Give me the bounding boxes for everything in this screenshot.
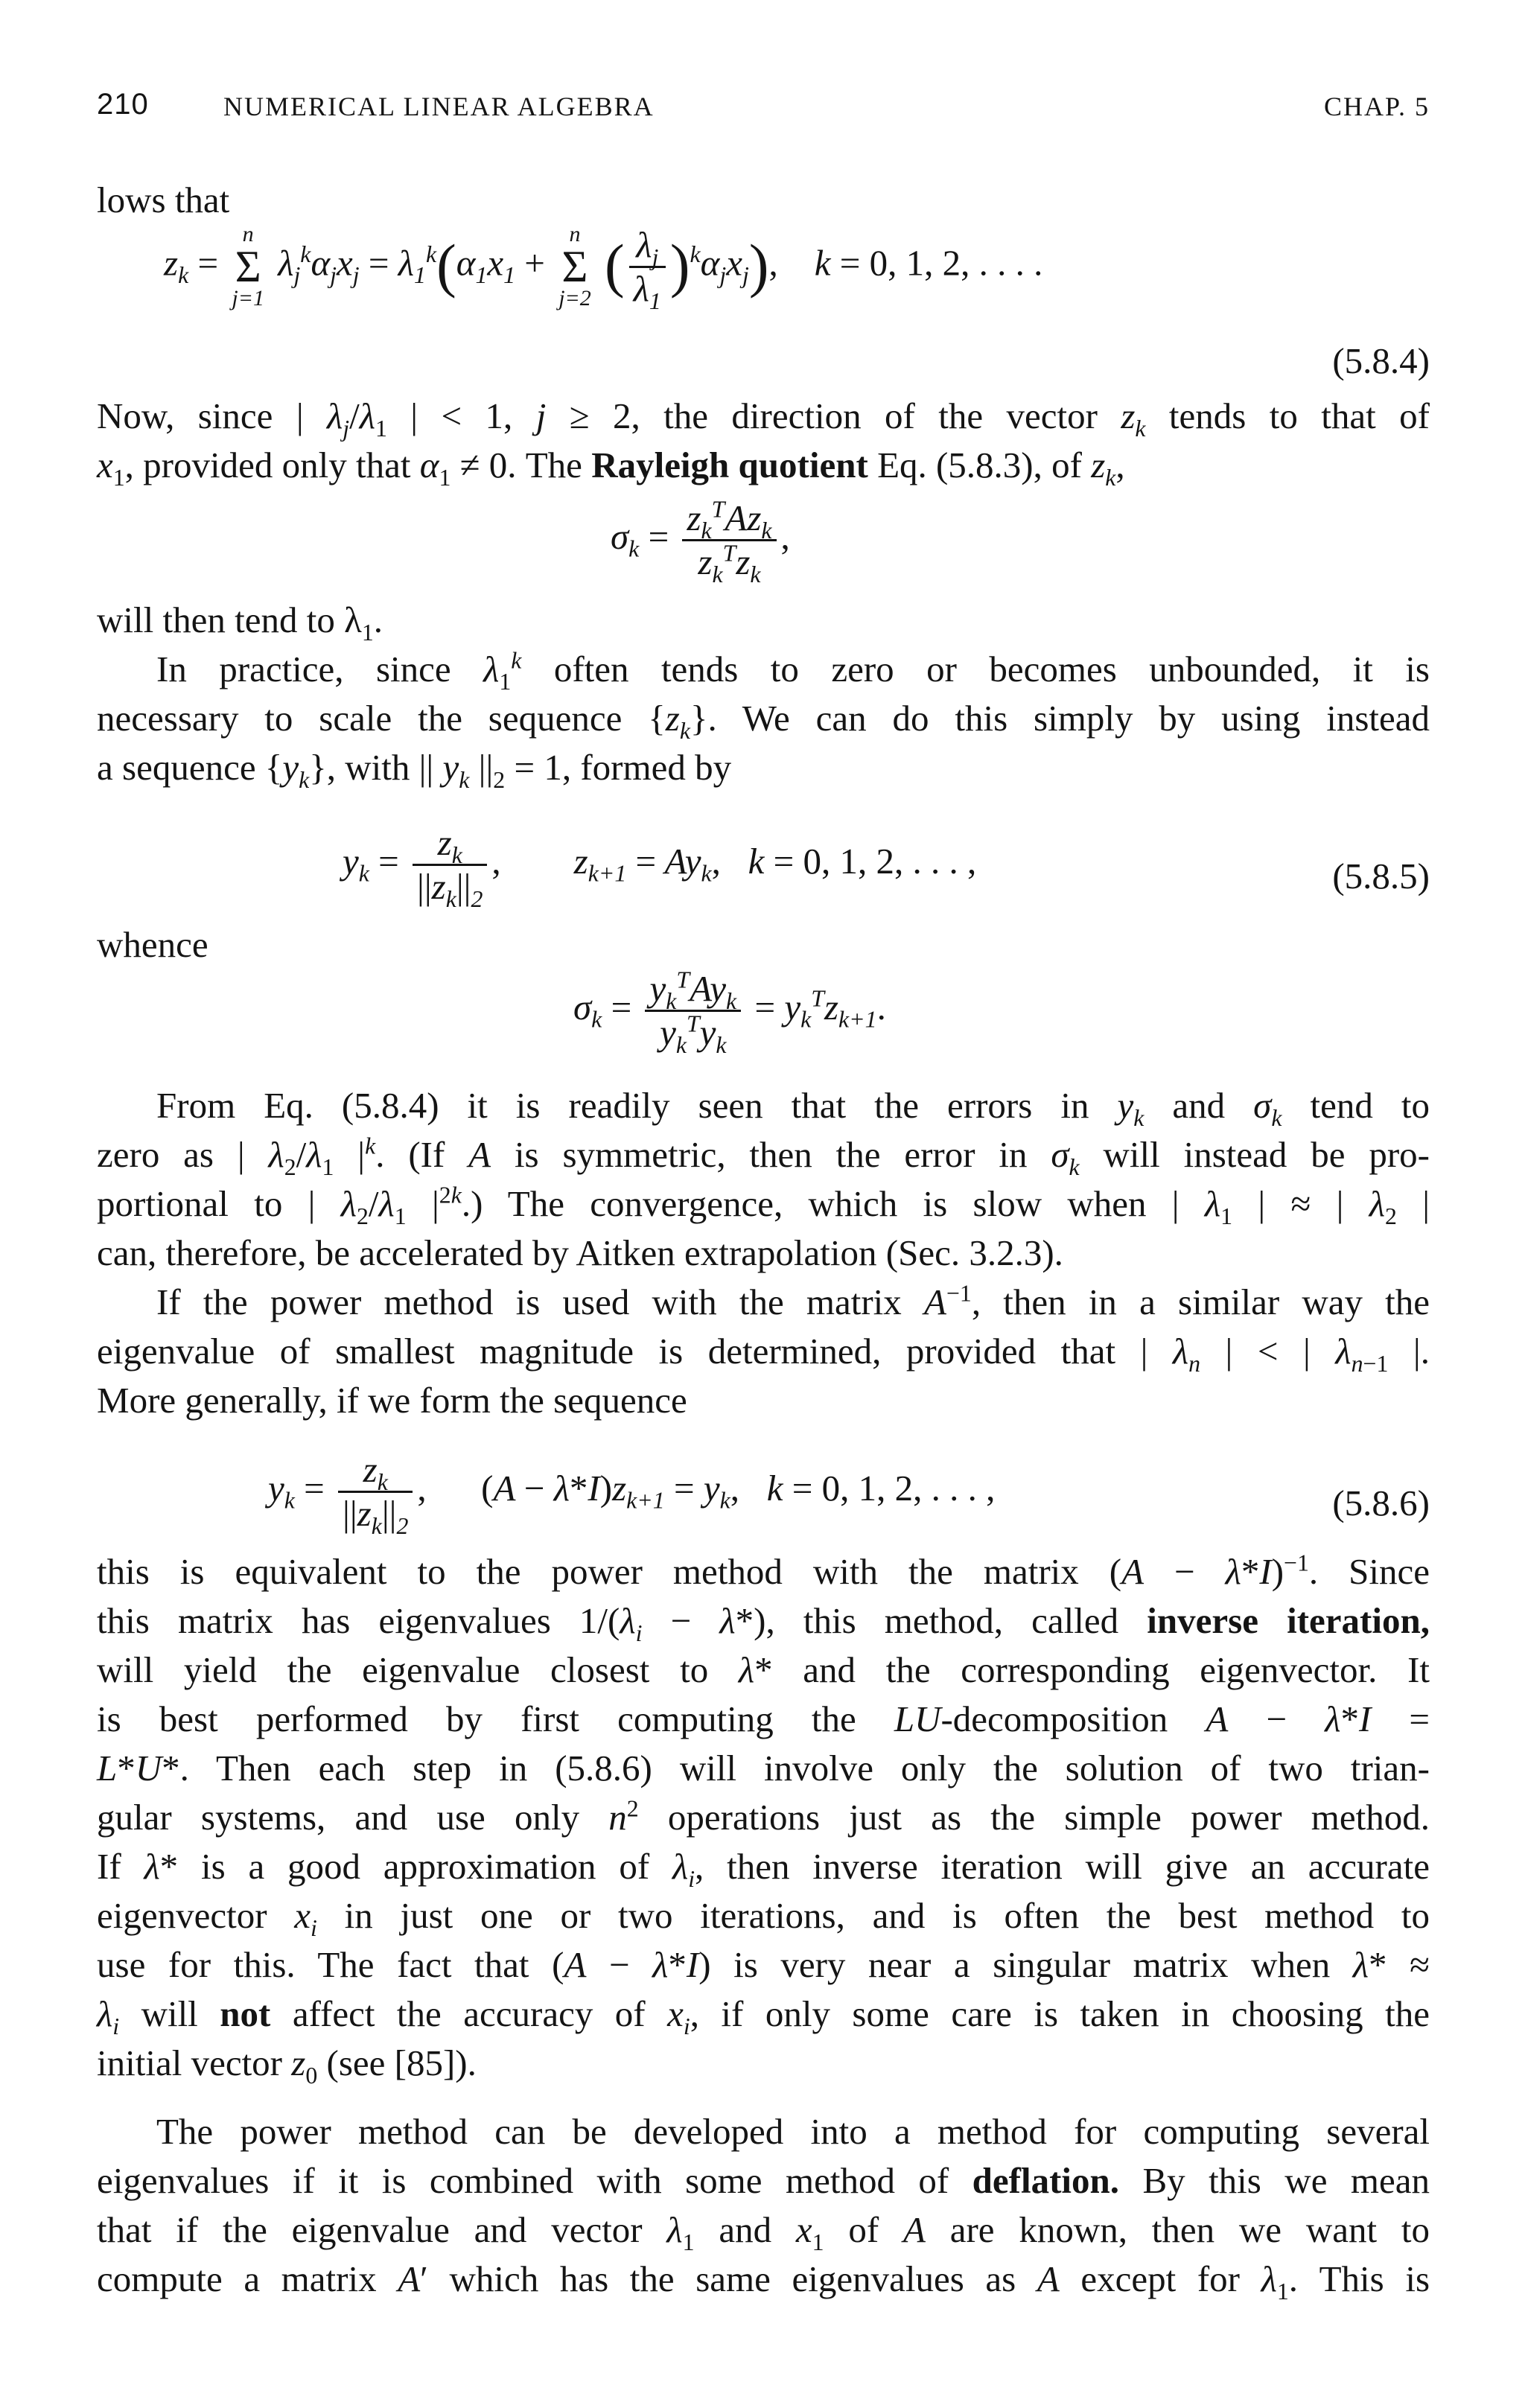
text-line: Now, since | $\lambda_j/\lambda_1$ | < 1, j ≥ 2, the direction of the vector $z_k$ tends to that of: [97, 395, 1430, 442]
book-page: [97, 0, 1430, 2408]
equation-sigma-y: $\sigma_k$ = $\frac{y_k^TAy_k}{y_k^Ty_k}$ = $y_k^Tz_{k+1}$.: [573, 966, 886, 1058]
sum-operator: n Σ j=1: [232, 222, 264, 310]
text-line: eigenvalue of smallest magnitude is determined, provided that | $\lambda_n$ | < | $\lambda_{n-1}$ |.: [97, 1331, 1430, 1377]
rayleigh-term: Rayleigh quotient: [591, 445, 868, 485]
text-line: zero as | $\lambda_2/\lambda_1$ $|^k$. (If A is symmetric, then the error in $\sigma_k$ will instead be pro-: [97, 1133, 1430, 1180]
text-line: will yield the eigenvalue closest to λ* and the corresponding eigenvector. It: [97, 1649, 1430, 1690]
equation-rayleigh: $\sigma_k$ = $\frac{z_k^TAz_k}{z_k^Tz_k}$ ,: [611, 496, 790, 587]
text-line: eigenvalues if it is combined with some method of deflation. By this we mean: [97, 2160, 1430, 2201]
text-line: gular systems, and use only $n^2$ operations just as the simple power method.: [97, 1795, 1430, 1838]
equation-number: (5.8.4): [1332, 340, 1430, 381]
equation-5-8-5: $y_k$ = $\frac{z_k}{||z_k||_2}$ , $z_{k+1} = Ay_k$, k = 0, 1, 2, . . . ,: [343, 822, 977, 912]
text-line: this is equivalent to the power method with the matrix $(A - \lambda*I)^{-1}$. Since: [97, 1549, 1430, 1592]
text-line: eigenvector $x_i$ in just one or two iterations, and is often the best method to: [97, 1895, 1430, 1941]
not-term: not: [220, 1993, 271, 2034]
text-line: portional to | $\lambda_2/\lambda_1$ $|^{2k}$.) The convergence, which is slow when | $\lambda_1$ | ≈ | $\lambda_2$ |: [97, 1182, 1430, 1229]
will-then-text: will then tend to λ: [97, 599, 362, 640]
text-line: that if the eigenvalue and vector $\lambda_1$ and $x_1$ of A are known, then we want to: [97, 2209, 1430, 2255]
text-line: a sequence $\{y_k\}$, with || $y_k$ $||_2 = 1$, formed by: [97, 747, 732, 793]
sum-operator: n Σ j=2: [558, 222, 591, 310]
text-line: this matrix has eigenvalues $1/(\lambda_i - \lambda*)$, this method, called inverse iteration,: [97, 1600, 1430, 1646]
equation-5-8-4: $z_k$ = n Σ j=1 $\lambda_j^k\alpha_jx_j = \lambda_1^k(\alpha_1x_1$ + n Σ j=2 ( $\frac{\lambda_j}{\lambda_1}$ )$^k\alpha_jx_j$), k = 0, 1, 2, . . . .: [164, 222, 1043, 314]
lows-that-text: lows that: [97, 179, 230, 220]
text-line: If the power method is used with the matrix $A^{-1}$, then in a similar way the: [156, 1280, 1430, 1322]
inverse-iteration-term: inverse iteration,: [1147, 1600, 1430, 1641]
equation-number: (5.8.6): [1332, 1482, 1430, 1523]
page-number: 210: [97, 88, 149, 121]
text-line: From Eq. (5.8.4) it is readily seen that the errors in $y_k$ and $\sigma_k$ tend to: [156, 1085, 1430, 1131]
deflation-term: deflation.: [972, 2160, 1120, 2201]
running-header: [97, 88, 1430, 130]
text-line: $\lambda_i$ will not affect the accuracy of $x_i$, if only some care is taken in choosing the: [97, 1993, 1430, 2039]
text-line: In practice, since $\lambda_1^k$ often tends to zero or becomes unbounded, it is: [156, 647, 1430, 695]
text-line: The power method can be developed into a method for computing several: [156, 2111, 1430, 2152]
running-title: NUMERICAL LINEAR ALGEBRA: [223, 92, 655, 121]
text-line: use for this. The fact that (A − λ*I) is very near a singular matrix when λ* ≈: [97, 1944, 1430, 1985]
whence-text: whence: [97, 924, 208, 965]
chapter-label: CHAP. 5: [1323, 92, 1430, 121]
equation-number: (5.8.5): [1332, 856, 1430, 896]
text-line: [97, 920, 208, 969]
text-line: $x_1$, provided only that $\alpha_1 \ne 0$. The Rayleigh quotient Eq. (5.8.3), of $z_k$,: [97, 445, 1125, 491]
equation-5-8-6: $y_k$ = $\frac{z_k}{||z_k||_2}$ , $(A - \lambda*I)z_{k+1} = y_k$, k = 0, 1, 2, . . . ,: [268, 1449, 996, 1539]
text-line: will then tend to $\lambda_1$.: [97, 599, 383, 646]
text-line: can, therefore, be accelerated by Aitken extrapolation (Sec. 3.2.3).: [97, 1232, 1063, 1273]
text-line: More generally, if we form the sequence: [97, 1380, 687, 1421]
text-line: [97, 176, 229, 225]
text-line: L*U*. Then each step in (5.8.6) will involve only the solution of two trian-: [97, 1748, 1430, 1789]
text-line: If λ* is a good approximation of $\lambda_i$, then inverse iteration will give an accurate: [97, 1846, 1430, 1892]
text-line: compute a matrix A′ which has the same eigenvalues as A except for $\lambda_1$. This is: [97, 2258, 1430, 2305]
text-line: necessary to scale the sequence $\{z_k\}$. We can do this simply by using instead: [97, 698, 1430, 744]
text-line: initial vector $z_0$ (see [85]).: [97, 2042, 477, 2089]
text-line: is best performed by first computing the LU-decomposition A − λ*I =: [97, 1698, 1430, 1739]
